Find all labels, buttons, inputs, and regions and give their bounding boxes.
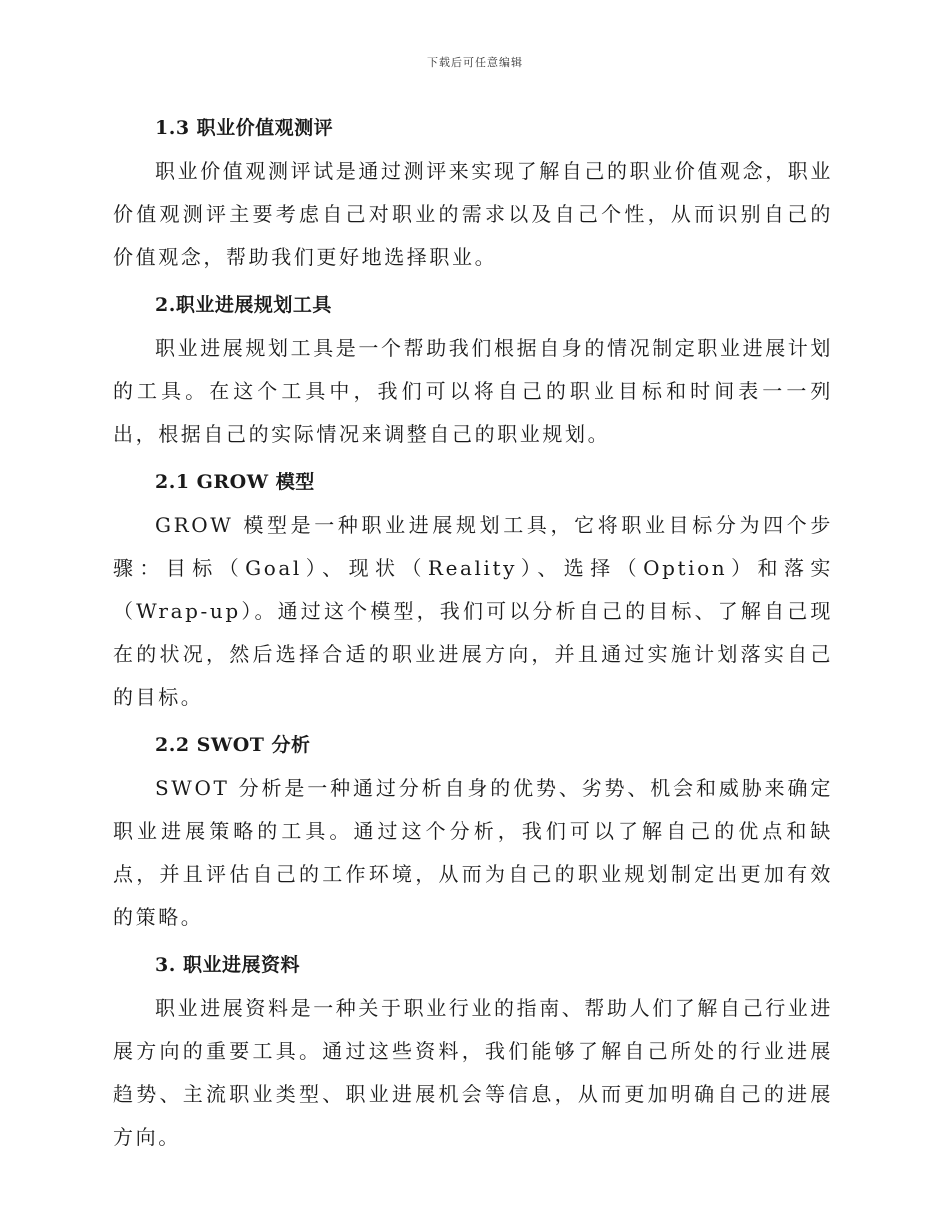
- section-paragraph-2-2: SWOT 分析是一种通过分析自身的优势、劣势、机会和威胁来确定职业进展策略的工具。通过这个分析，我们可以了解自己的优点和缺点，并且评估自己的工作环境，从而为自己的职业规划制定出更加有效的策略。: [113, 776, 833, 929]
- section-heading-2: 2.职业进展规划工具: [155, 294, 332, 316]
- section-paragraph-3: 职业进展资料是一种关于职业行业的指南、帮助人们了解自己行业进展方向的重要工具。通过这些资料，我们能够了解自己所处的行业进展趋势、主流职业类型、职业进展机会等信息，从而更加明确自己的进展方向。: [113, 996, 833, 1149]
- section-paragraph-2: 职业进展规划工具是一个帮助我们根据自身的情况制定职业进展计划的工具。在这个工具中，我们可以将自己的职业目标和时间表一一列出，根据自己的实际情况来调整自己的职业规划。: [113, 336, 833, 446]
- page-header-note: 下载后可任意编辑: [427, 56, 523, 69]
- section-heading-2-2: 2.2 SWOT 分析: [155, 734, 311, 756]
- section-heading-1-3: 1.3 职业价值观测评: [155, 117, 334, 139]
- section-heading-3: 3. 职业进展资料: [155, 954, 300, 976]
- section-paragraph-1-3: 职业价值观测评试是通过测评来实现了解自己的职业价值观念，职业价值观测评主要考虑自己对职业的需求以及自己个性，从而识别自己的价值观念，帮助我们更好地选择职业。: [113, 159, 833, 269]
- section-paragraph-2-1: GROW 模型是一种职业进展规划工具，它将职业目标分为四个步骤：目标（Goal）、现状（Reality）、选择（Option）和落实（Wrap-up）。通过这个模型，我们可以分析自己的目标、了解自己现在的状况，然后选择合适的职业进展方向，并且通过实施计划落实自己的目标。: [113, 513, 833, 709]
- section-heading-2-1: 2.1 GROW 模型: [155, 471, 315, 493]
- document-body: [113, 108, 833, 1165]
